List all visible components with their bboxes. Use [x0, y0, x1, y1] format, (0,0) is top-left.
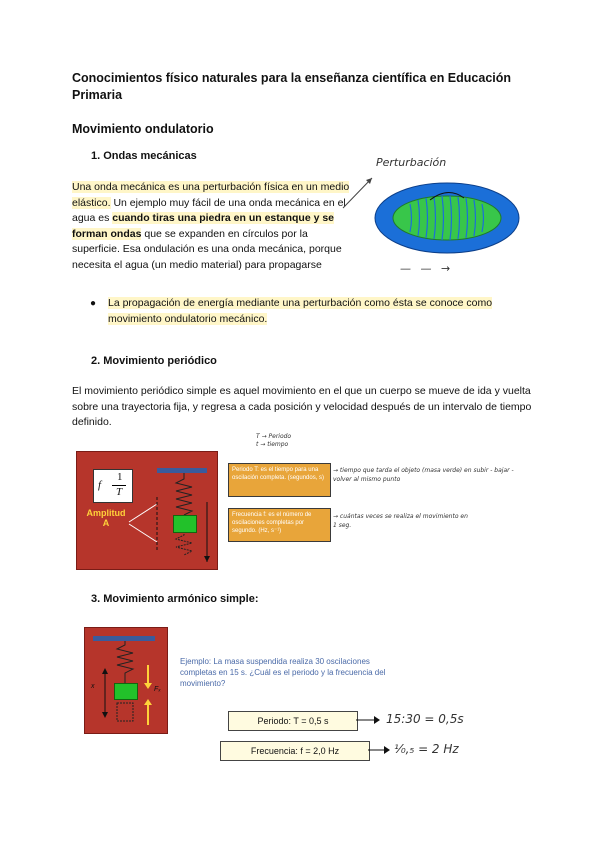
periodo-arrow	[356, 714, 382, 726]
section-title: Movimiento ondulatorio	[72, 122, 214, 136]
heading-mas: 3. Movimiento armónico simple:	[91, 593, 259, 605]
handnote-periodo: → tiempo que tarda el objeto (masa verde) en subir - bajar - volver al mismo punto	[333, 467, 514, 483]
frecuencia-result-box: Frecuencia: f = 2,0 Hz	[220, 741, 370, 761]
example-bold: cuando tiras una piedra en un estanque y se forman ondas	[72, 212, 335, 240]
frecuencia-arrow	[368, 744, 392, 756]
bullet-text	[108, 296, 548, 327]
force-arrows	[141, 663, 155, 728]
wave-direction-arrow: — — →	[400, 262, 454, 275]
handnote-frecuencia: → cuántas veces se realiza el movimiento en 1 seg.	[333, 513, 468, 529]
heading-movimiento-periodico: 2. Movimiento periódico	[91, 355, 217, 367]
mas-mass-block	[114, 683, 138, 700]
amplitude-arrows	[127, 492, 167, 562]
periodo-handcalc: 15:30 = 0,5s	[386, 712, 464, 726]
perturbacion-label: Perturbación	[376, 156, 447, 169]
inner-wave-ellipse	[393, 196, 501, 240]
formula-num: 1	[117, 471, 123, 483]
formula-f: f	[98, 479, 102, 491]
x-label: x	[91, 683, 95, 690]
motion-arrows	[201, 500, 213, 564]
bullet-dot: ●	[90, 298, 97, 309]
force-label: Fₓ	[154, 686, 161, 693]
periodico-paragraph: El movimiento periódico simple es aquel movimiento en el que un cuerpo se mueve de ida y vuelta sobre una trayectoria fija, y regresa a cada posición y velocidad después de un intervalo de tiempo definido.	[72, 385, 532, 429]
frecuencia-handcalc: ¹⁄₀,₅ = 2 Hz	[394, 742, 459, 756]
handnote-period-1: T → Periodo	[256, 433, 292, 440]
amplitude-label	[83, 508, 129, 528]
x-arrows	[100, 668, 110, 718]
heading-ondas-mecanicas: 1. Ondas mecánicas	[91, 150, 197, 162]
handnote-period	[256, 433, 291, 449]
formula-den: T	[116, 486, 123, 498]
para-text-b: Un ejemplo muy fácil de una onda mecánica en el agua es	[72, 196, 346, 225]
perturbacion-arrow	[343, 178, 372, 208]
periodo-result-box: Periodo: T = 0,5 s	[228, 711, 358, 731]
mass-block	[173, 515, 197, 533]
amplitude-text: Amplitud	[86, 508, 126, 518]
example-text: Ejemplo: La masa suspendida realiza 30 oscilaciones completas en 15 s. ¿Cuál es el periodo y la frecuencia del movimiento?	[180, 657, 386, 688]
mas-diagram	[84, 627, 168, 734]
handnote-period-2: t → tiempo	[256, 441, 289, 448]
para-text-c: que se expanden en círculos por la superficie. Esa ondulación es una onda mecánica, porque necesita el agua (un medio material) para propagarse	[72, 227, 342, 271]
frecuencia-definition-box: Frecuencia f: es el número de oscilaciones completas por segundo. (Hz, s⁻¹)	[228, 508, 331, 542]
ondas-paragraph	[72, 180, 358, 274]
definition-highlight: Una onda mecánica es una perturbación física en un medio elástico.	[72, 181, 350, 209]
document-title: Conocimientos físico naturales para la enseñanza científica en Educación Primaria	[72, 71, 512, 102]
periodic-diagram	[76, 451, 218, 570]
amplitude-symbol: A	[102, 518, 110, 528]
periodo-definition-box: Periodo T: es el tiempo para una oscilación completa. (segundos, s)	[228, 463, 331, 497]
bullet-content: La propagación de energía mediante una perturbación como ésta se conoce como movimiento ondulatorio mecánico.	[108, 297, 493, 325]
